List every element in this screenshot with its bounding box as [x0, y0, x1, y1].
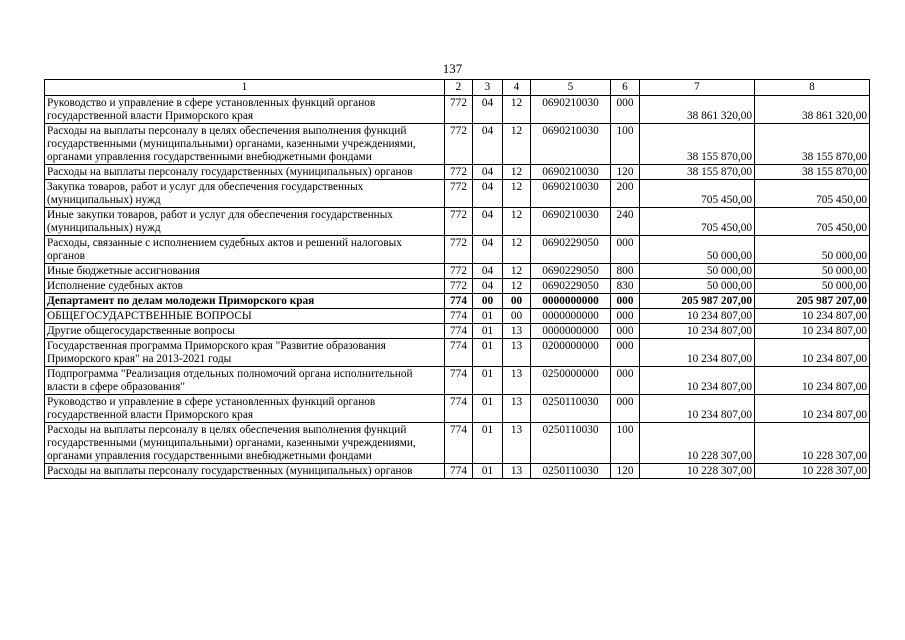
row-amount-col8-cell: 10 234 807,00 — [755, 339, 870, 367]
row-admin-code-cell: 774 — [445, 395, 473, 423]
row-target-code-cell: 0690229050 — [531, 236, 611, 264]
row-expense-type-cell: 000 — [611, 395, 640, 423]
row-target-code-cell: 0690210030 — [531, 165, 611, 180]
row-target-code-cell: 0250110030 — [531, 395, 611, 423]
table-row — [45, 208, 870, 236]
row-subsection-cell: 12 — [503, 96, 531, 124]
row-subsection-cell: 00 — [503, 294, 531, 309]
row-expense-type-cell: 120 — [611, 165, 640, 180]
row-section-cell: 01 — [473, 309, 503, 324]
row-section-cell: 04 — [473, 236, 503, 264]
row-section-cell: 04 — [473, 279, 503, 294]
row-amount-col7-cell: 38 861 320,00 — [640, 96, 755, 124]
row-expense-type-cell: 000 — [611, 367, 640, 395]
table-row — [45, 180, 870, 208]
row-target-code-cell: 0690210030 — [531, 96, 611, 124]
header-cell-3: 3 — [473, 80, 503, 96]
row-amount-col7-cell: 205 987 207,00 — [640, 294, 755, 309]
row-admin-code-cell: 774 — [445, 423, 473, 464]
row-amount-col7-cell: 10 234 807,00 — [640, 339, 755, 367]
table-header-row — [45, 80, 870, 96]
table-row — [45, 124, 870, 165]
row-amount-col8-cell: 10 234 807,00 — [755, 367, 870, 395]
row-subsection-cell: 13 — [503, 367, 531, 395]
table-row — [45, 367, 870, 395]
row-admin-code-cell: 774 — [445, 294, 473, 309]
row-amount-col8-cell: 50 000,00 — [755, 279, 870, 294]
row-section-cell: 00 — [473, 294, 503, 309]
row-admin-code-cell: 772 — [445, 264, 473, 279]
row-name-cell: Руководство и управление в сфере установленных функций органов государственной власти Приморского края — [45, 395, 445, 423]
row-section-cell: 01 — [473, 464, 503, 479]
row-expense-type-cell: 000 — [611, 339, 640, 367]
row-amount-col8-cell: 38 861 320,00 — [755, 96, 870, 124]
row-subsection-cell: 13 — [503, 423, 531, 464]
row-amount-col8-cell: 50 000,00 — [755, 236, 870, 264]
table-row — [45, 395, 870, 423]
row-section-cell: 04 — [473, 165, 503, 180]
row-name-cell: Иные закупки товаров, работ и услуг для обеспечения государственных (муниципальных) нужд — [45, 208, 445, 236]
row-amount-col7-cell: 705 450,00 — [640, 180, 755, 208]
row-subsection-cell: 12 — [503, 124, 531, 165]
row-amount-col7-cell: 10 234 807,00 — [640, 324, 755, 339]
header-cell-5: 5 — [531, 80, 611, 96]
row-name-cell: Руководство и управление в сфере установленных функций органов государственной власти Приморского края — [45, 96, 445, 124]
row-target-code-cell: 0250000000 — [531, 367, 611, 395]
row-admin-code-cell: 774 — [445, 367, 473, 395]
row-target-code-cell: 0250110030 — [531, 423, 611, 464]
row-admin-code-cell: 774 — [445, 464, 473, 479]
row-name-cell: Подпрограмма "Реализация отдельных полномочий органа исполнительной власти в сфере образования" — [45, 367, 445, 395]
row-name-cell: Расходы на выплаты персоналу в целях обеспечения выполнения функций государственными (муниципальными) органами, казенными учреждениями, органами управления государственными внебюджетными фондами — [45, 423, 445, 464]
row-subsection-cell: 13 — [503, 324, 531, 339]
row-subsection-cell: 12 — [503, 180, 531, 208]
row-expense-type-cell: 830 — [611, 279, 640, 294]
row-name-cell: Департамент по делам молодежи Приморского края — [45, 294, 445, 309]
row-name-cell: Расходы на выплаты персоналу в целях обеспечения выполнения функций государственными (муниципальными) органами, казенными учреждениями, органами управления государственными внебюджетными фондами — [45, 124, 445, 165]
row-expense-type-cell: 000 — [611, 294, 640, 309]
row-name-cell: Расходы на выплаты персоналу государственных (муниципальных) органов — [45, 464, 445, 479]
header-cell-7: 7 — [640, 80, 755, 96]
row-subsection-cell: 12 — [503, 208, 531, 236]
row-name-cell: Государственная программа Приморского края "Развитие образования Приморского края" на 2013-2021 годы — [45, 339, 445, 367]
row-admin-code-cell: 774 — [445, 339, 473, 367]
row-admin-code-cell: 772 — [445, 96, 473, 124]
row-section-cell: 01 — [473, 423, 503, 464]
row-target-code-cell: 0690210030 — [531, 180, 611, 208]
row-section-cell: 01 — [473, 324, 503, 339]
budget-table — [44, 79, 870, 479]
row-admin-code-cell: 772 — [445, 124, 473, 165]
table-row — [45, 279, 870, 294]
row-amount-col8-cell: 38 155 870,00 — [755, 124, 870, 165]
row-expense-type-cell: 100 — [611, 124, 640, 165]
row-subsection-cell: 13 — [503, 339, 531, 367]
header-cell-8: 8 — [755, 80, 870, 96]
row-admin-code-cell: 772 — [445, 236, 473, 264]
row-target-code-cell: 0000000000 — [531, 294, 611, 309]
row-section-cell: 04 — [473, 208, 503, 236]
row-amount-col8-cell: 38 155 870,00 — [755, 165, 870, 180]
row-expense-type-cell: 120 — [611, 464, 640, 479]
row-name-cell: Закупка товаров, работ и услуг для обеспечения государственных (муниципальных) нужд — [45, 180, 445, 208]
row-expense-type-cell: 000 — [611, 309, 640, 324]
row-subsection-cell: 12 — [503, 236, 531, 264]
row-name-cell: Иные бюджетные ассигнования — [45, 264, 445, 279]
row-expense-type-cell: 800 — [611, 264, 640, 279]
row-admin-code-cell: 774 — [445, 324, 473, 339]
row-amount-col8-cell: 705 450,00 — [755, 180, 870, 208]
row-amount-col7-cell: 10 234 807,00 — [640, 395, 755, 423]
row-name-cell: Расходы, связанные с исполнением судебных актов и решений налоговых органов — [45, 236, 445, 264]
row-target-code-cell: 0690229050 — [531, 279, 611, 294]
row-expense-type-cell: 100 — [611, 423, 640, 464]
row-section-cell: 04 — [473, 124, 503, 165]
row-section-cell: 04 — [473, 264, 503, 279]
row-name-cell: Другие общегосударственные вопросы — [45, 324, 445, 339]
row-expense-type-cell: 000 — [611, 236, 640, 264]
table-row — [45, 236, 870, 264]
row-target-code-cell: 0000000000 — [531, 324, 611, 339]
row-section-cell: 04 — [473, 96, 503, 124]
row-expense-type-cell: 240 — [611, 208, 640, 236]
header-cell-2: 2 — [445, 80, 473, 96]
row-target-code-cell: 0000000000 — [531, 309, 611, 324]
row-amount-col8-cell: 50 000,00 — [755, 264, 870, 279]
row-amount-col7-cell: 10 234 807,00 — [640, 309, 755, 324]
row-subsection-cell: 00 — [503, 309, 531, 324]
header-cell-4: 4 — [503, 80, 531, 96]
row-admin-code-cell: 774 — [445, 309, 473, 324]
row-amount-col7-cell: 705 450,00 — [640, 208, 755, 236]
row-subsection-cell: 13 — [503, 464, 531, 479]
row-amount-col7-cell: 10 234 807,00 — [640, 367, 755, 395]
row-expense-type-cell: 000 — [611, 96, 640, 124]
row-amount-col8-cell: 10 228 307,00 — [755, 464, 870, 479]
row-amount-col7-cell: 10 228 307,00 — [640, 423, 755, 464]
row-target-code-cell: 0250110030 — [531, 464, 611, 479]
row-admin-code-cell: 772 — [445, 279, 473, 294]
row-amount-col7-cell: 10 228 307,00 — [640, 464, 755, 479]
row-amount-col8-cell: 10 234 807,00 — [755, 324, 870, 339]
row-amount-col8-cell: 10 228 307,00 — [755, 423, 870, 464]
row-target-code-cell: 0690210030 — [531, 208, 611, 236]
row-amount-col7-cell: 38 155 870,00 — [640, 124, 755, 165]
row-amount-col7-cell: 50 000,00 — [640, 279, 755, 294]
header-cell-6: 6 — [611, 80, 640, 96]
row-amount-col8-cell: 10 234 807,00 — [755, 395, 870, 423]
row-name-cell: Расходы на выплаты персоналу государственных (муниципальных) органов — [45, 165, 445, 180]
table-row — [45, 96, 870, 124]
row-subsection-cell: 12 — [503, 279, 531, 294]
row-section-cell: 01 — [473, 339, 503, 367]
header-cell-1: 1 — [45, 80, 445, 96]
row-subsection-cell: 12 — [503, 264, 531, 279]
table-row — [45, 339, 870, 367]
row-expense-type-cell: 000 — [611, 324, 640, 339]
row-admin-code-cell: 772 — [445, 165, 473, 180]
row-section-cell: 01 — [473, 395, 503, 423]
row-subsection-cell: 13 — [503, 395, 531, 423]
row-expense-type-cell: 200 — [611, 180, 640, 208]
table-row — [45, 309, 870, 324]
table-row — [45, 324, 870, 339]
table-row — [45, 264, 870, 279]
row-amount-col8-cell: 10 234 807,00 — [755, 309, 870, 324]
row-subsection-cell: 12 — [503, 165, 531, 180]
table-row — [45, 423, 870, 464]
row-amount-col7-cell: 50 000,00 — [640, 264, 755, 279]
row-admin-code-cell: 772 — [445, 208, 473, 236]
row-admin-code-cell: 772 — [445, 180, 473, 208]
page-number: 137 — [442, 61, 463, 76]
row-amount-col7-cell: 38 155 870,00 — [640, 165, 755, 180]
row-target-code-cell: 0690229050 — [531, 264, 611, 279]
row-target-code-cell: 0690210030 — [531, 124, 611, 165]
row-name-cell: ОБЩЕГОСУДАРСТВЕННЫЕ ВОПРОСЫ — [45, 309, 445, 324]
table-row — [45, 165, 870, 180]
row-amount-col8-cell: 705 450,00 — [755, 208, 870, 236]
table-row — [45, 464, 870, 479]
row-target-code-cell: 0200000000 — [531, 339, 611, 367]
row-name-cell: Исполнение судебных актов — [45, 279, 445, 294]
row-amount-col8-cell: 205 987 207,00 — [755, 294, 870, 309]
table-row — [45, 294, 870, 309]
row-amount-col7-cell: 50 000,00 — [640, 236, 755, 264]
row-section-cell: 01 — [473, 367, 503, 395]
row-section-cell: 04 — [473, 180, 503, 208]
